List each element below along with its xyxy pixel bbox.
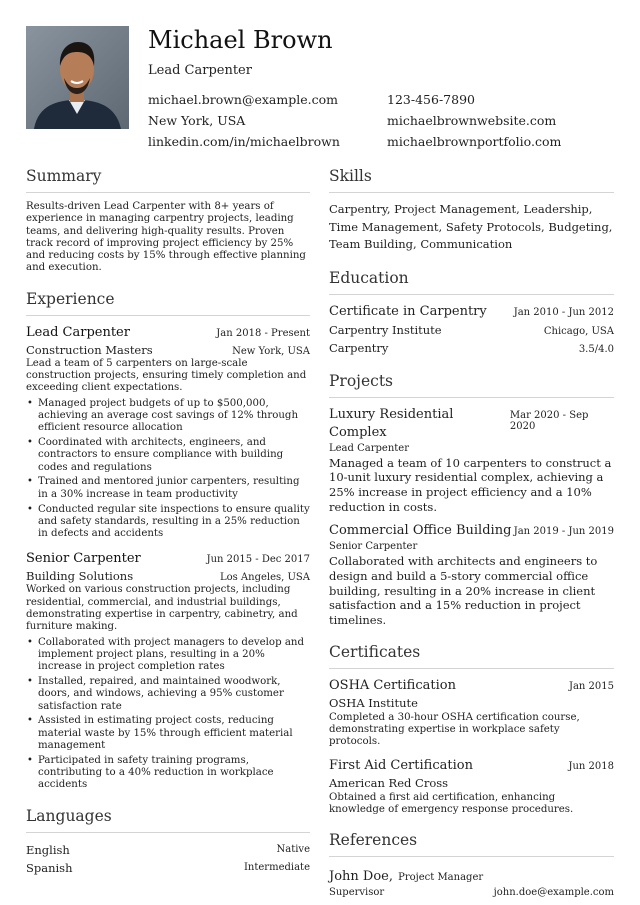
skills-section xyxy=(329,166,614,254)
bullet-item: • Conducted regular site inspections to ensure quality and safety standards, resulting in a 25% reduction in defects and accidents xyxy=(26,504,310,541)
languages-section xyxy=(26,806,310,877)
job-entry xyxy=(26,550,310,791)
email-link[interactable]: michael.brown@example.com xyxy=(148,92,338,107)
certificate-issuer: OSHA Institute xyxy=(329,695,418,710)
job-bullets xyxy=(26,637,310,792)
education-dates: Jan 2010 - Jun 2012 xyxy=(513,306,614,318)
language-name: English xyxy=(26,842,70,857)
certificates-section xyxy=(329,642,614,816)
contact-info xyxy=(148,91,618,150)
certificate-description: Obtained a first aid certification, enhancing knowledge of emergency response procedures. xyxy=(329,791,574,816)
language-row xyxy=(26,841,310,859)
languages-heading: Languages xyxy=(26,806,310,833)
project-title: Commercial Office Building xyxy=(329,523,512,539)
reference-role: Project Manager xyxy=(398,872,484,884)
certificate-date: Jan 2015 xyxy=(568,680,614,692)
bullet-item: • Collaborated with project managers to develop and implement project plans, resulting in a 20% increase in project completion rates xyxy=(26,637,310,674)
job-description: Lead a team of 5 carpenters on large-scale construction projects, ensuring timely completion and exceeding client expectations. xyxy=(26,357,307,394)
summary-heading: Summary xyxy=(26,166,310,193)
project-description: Managed a team of 10 carpenters to construct a 10-unit luxury residential complex, achieving a 25% increase in project efficiency and a 10% reduction in costs. xyxy=(329,455,612,514)
location: New York, USA xyxy=(148,113,246,128)
project-title: Luxury Residential Complex xyxy=(329,406,454,440)
education-location: Chicago, USA xyxy=(543,325,614,337)
project-role: Lead Carpenter xyxy=(329,442,409,454)
education-section xyxy=(329,268,614,357)
project-dates: Mar 2020 - Sep 2020 xyxy=(509,409,589,432)
job-dates: Jan 2018 - Present xyxy=(216,327,310,339)
education-school: Carpentry Institute xyxy=(329,322,442,337)
bullet-item: • Trained and mentored junior carpenters, resulting in a 30% increase in team productivity xyxy=(26,476,310,501)
job-company: Building Solutions xyxy=(26,569,134,584)
job-dates: Jun 2015 - Dec 2017 xyxy=(206,554,310,566)
reference-position: Supervisor xyxy=(329,887,385,899)
skills-heading: Skills xyxy=(329,166,614,193)
project-entry xyxy=(329,522,614,628)
bullet-item: • Managed project budgets of up to $500,000, achieving an average cost savings of 12% through efficient resource allocation xyxy=(26,398,310,435)
certificates-heading: Certificates xyxy=(329,642,614,669)
projects-heading: Projects xyxy=(329,371,614,398)
linkedin-link[interactable]: linkedin.com/in/michaelbrown xyxy=(148,134,340,149)
project-entry xyxy=(329,406,614,515)
language-level: Native xyxy=(276,843,310,855)
phone-number[interactable]: 123-456-7890 xyxy=(387,92,475,107)
education-degree: Certificate in Carpentry xyxy=(329,303,487,319)
job-bullets xyxy=(26,398,310,541)
bullet-item: • Participated in safety training programs, contributing to a 40% reduction in workplace accidents xyxy=(26,755,310,792)
website-link[interactable]: michaelbrownwebsite.com xyxy=(387,113,557,128)
job-entry xyxy=(26,324,310,541)
skills-list: Carpentry, Project Management, Leadership, Time Management, Safety Protocols, Budgeting, Team Building, Communication xyxy=(329,202,613,251)
education-field: Carpentry xyxy=(329,340,389,355)
certificate-description: Completed a 30-hour OSHA certification course, demonstrating expertise in workplace safety protocols. xyxy=(329,711,580,748)
profile-photo xyxy=(26,26,129,129)
language-level: Intermediate xyxy=(243,861,310,873)
certificate-entry xyxy=(329,677,614,749)
certificate-entry xyxy=(329,757,614,817)
bullet-item: • Coordinated with architects, engineers, and contractors to ensure compliance with building codes and regulations xyxy=(26,437,310,474)
portfolio-link[interactable]: michaelbrownportfolio.com xyxy=(387,134,562,149)
language-name: Spanish xyxy=(26,860,73,875)
project-dates: Jan 2019 - Jun 2019 xyxy=(513,526,614,538)
candidate-title: Lead Carpenter xyxy=(148,63,252,78)
job-title: Senior Carpenter xyxy=(26,551,141,567)
left-column xyxy=(26,166,310,891)
job-title: Lead Carpenter xyxy=(26,324,130,340)
reference-name: John Doe, xyxy=(329,869,393,885)
experience-heading: Experience xyxy=(26,289,310,316)
projects-section xyxy=(329,371,614,628)
summary-text: Results-driven Lead Carpenter with 8+ years of experience in managing carpentry projects, leading teams, and delivering high-quality results. Proven track record of improving project efficiency by 25% and reducing costs by 15% through effective planning and execution. xyxy=(26,201,306,274)
reference-email[interactable]: john.doe@example.com xyxy=(493,887,614,899)
references-section xyxy=(329,830,614,898)
experience-section xyxy=(26,289,310,792)
certificate-title: First Aid Certification xyxy=(329,757,473,773)
certificate-date: Jun 2018 xyxy=(568,760,614,772)
certificate-issuer: American Red Cross xyxy=(329,775,449,790)
job-description: Worked on various construction projects, including residential, commercial, and industrial buildings, demonstrating expertise in carpentry, cabinetry, and furniture making. xyxy=(26,584,298,633)
references-heading: References xyxy=(329,830,614,857)
right-column xyxy=(329,166,614,905)
certificate-title: OSHA Certification xyxy=(329,677,456,693)
project-role: Senior Carpenter xyxy=(329,541,418,553)
bullet-item: • Installed, repaired, and maintained woodwork, doors, and windows, achieving a 95% customer satisfaction rate xyxy=(26,676,310,713)
job-location: New York, USA xyxy=(232,345,310,357)
language-row xyxy=(26,859,310,877)
education-gpa: 3.5/4.0 xyxy=(578,343,614,355)
summary-section xyxy=(26,166,310,275)
bullet-item: • Assisted in estimating project costs, reducing material waste by 15% through efficient material management xyxy=(26,715,310,752)
reference-line xyxy=(329,865,614,884)
candidate-name: Michael Brown xyxy=(148,26,333,54)
project-description: Collaborated with architects and engineers to design and build a 5-story commercial office building, resulting in a 20% increase in client satisfaction and a 15% reduction in project timelines. xyxy=(329,554,598,628)
education-heading: Education xyxy=(329,268,614,295)
job-company: Construction Masters xyxy=(26,342,153,357)
job-location: Los Angeles, USA xyxy=(219,572,310,584)
